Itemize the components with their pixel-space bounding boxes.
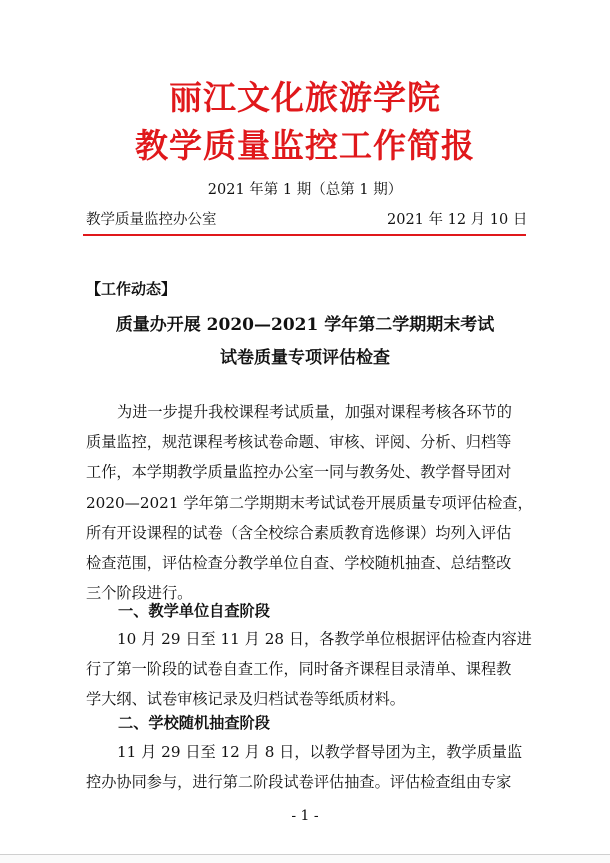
paragraph-line: 质量监控，规范课程考核试卷命题、审核、评阅、分析、归档等: [86, 433, 512, 452]
subheading-random-check: 二、学校随机抽查阶段: [118, 714, 270, 732]
paragraph-intro: [86, 397, 532, 608]
issue-number: 2021 年第 1 期（总第 1 期）: [207, 182, 403, 198]
paragraph-line: 控办协同参与，进行第二阶段试卷评估抽查。评估检查组由专家: [86, 773, 512, 792]
section-tag: 【工作动态】: [86, 280, 177, 298]
subheading-self-check: 一、教学单位自查阶段: [118, 602, 270, 620]
paragraph-line: 11 月 29 日至 12 月 8 日，以教学督导团为主，教学质量监: [117, 743, 523, 761]
masthead-divider: [83, 234, 526, 236]
article-headline-line1: 质量办开展 2020—2021 学年第二学期期末考试: [115, 315, 495, 335]
paragraph-line: 10 月 29 日至 11 月 28 日，各教学单位根据评估检查内容进: [117, 630, 532, 648]
paragraph-line: 2020—2021 学年第二学期期末考试试卷开展质量专项评估检查，: [86, 493, 533, 512]
paragraph-line: 行了第一阶段的试卷自查工作，同时备齐课程目录清单、课程教: [86, 660, 512, 679]
paragraph-line: 学大纲、试卷审核记录及归档试卷等纸质材料。: [86, 690, 405, 709]
office-name: 教学质量监控办公室: [86, 212, 217, 228]
paragraph-line: 为进一步提升我校课程考试质量，加强对课程考核各环节的: [117, 403, 512, 421]
paragraph-line: 工作，本学期教学质量监控办公室一同与教务处、教学督导团对: [86, 463, 512, 482]
paragraph-random-check: [86, 737, 532, 797]
paragraph-line: 所有开设课程的试卷（含全校综合素质教育选修课）均列入评估: [86, 523, 512, 542]
page-bottom-edge: [0, 854, 610, 863]
masthead-title-line1: 丽江文化旅游学院: [169, 78, 441, 117]
paragraph-self-check: [86, 624, 532, 715]
article-headline-line2: 试卷质量专项评估检查: [220, 348, 390, 368]
page-number: - 1 -: [291, 808, 319, 824]
masthead-title-line2: 教学质量监控工作简报: [135, 126, 475, 165]
paragraph-line: 检查范围，评估检查分教学单位自查、学校随机抽查、总结整改: [86, 554, 512, 573]
issue-date: 2021 年 12 月 10 日: [387, 212, 528, 228]
paragraph-line: 三个阶段进行。: [86, 584, 193, 603]
